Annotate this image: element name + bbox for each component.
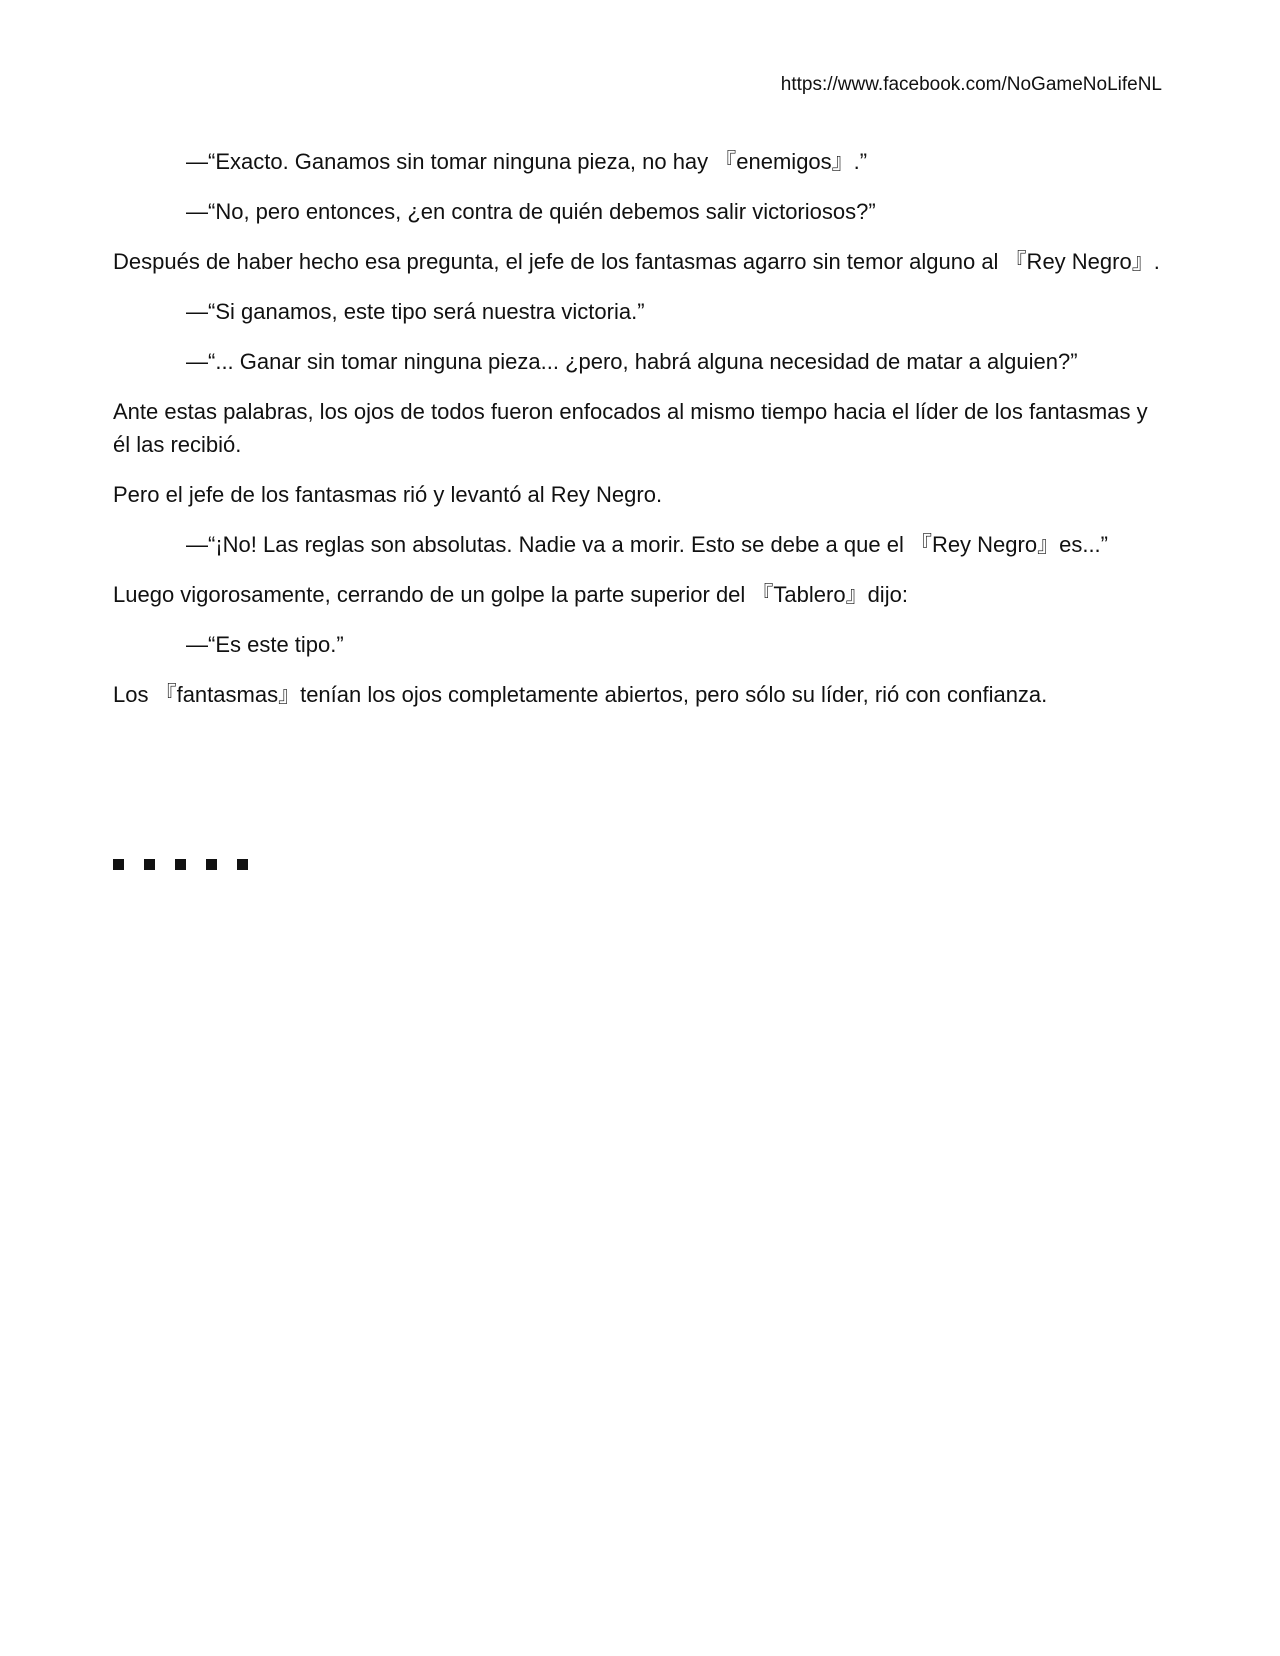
black-square-icon xyxy=(144,859,155,870)
paragraph-narration: Después de haber hecho esa pregunta, el jefe de los fantasmas agarro sin temor alguno al 『Rey Negro』. xyxy=(113,249,1160,274)
paragraph-dialogue: —“No, pero entonces, ¿en contra de quién debemos salir victoriosos?” xyxy=(186,199,876,224)
paragraph-narration: Pero el jefe de los fantasmas rió y levantó al Rey Negro. xyxy=(113,482,663,507)
black-square-icon xyxy=(237,859,248,870)
black-square-icon xyxy=(206,859,217,870)
paragraph-dialogue: —“Es este tipo.” xyxy=(186,632,344,657)
paragraph-dialogue: —“¡No! Las reglas son absolutas. Nadie va a morir. Esto se debe a que el 『Rey Negro』es...” xyxy=(186,532,1108,557)
document-body xyxy=(113,145,1163,728)
scene-separator xyxy=(113,859,248,870)
paragraph-dialogue: —“Exacto. Ganamos sin tomar ninguna pieza, no hay 『enemigos』.” xyxy=(186,149,868,174)
header-url: https://www.facebook.com/NoGameNoLifeNL xyxy=(780,74,1162,95)
paragraph-dialogue: —“Si ganamos, este tipo será nuestra victoria.” xyxy=(186,299,645,324)
paragraph-narration: Luego vigorosamente, cerrando de un golpe la parte superior del 『Tablero』dijo: xyxy=(113,582,908,607)
paragraph-narration: Ante estas palabras, los ojos de todos fueron enfocados al mismo tiempo hacia el líder de los fantasmas y él las recibió. xyxy=(113,399,1148,457)
black-square-icon xyxy=(113,859,124,870)
paragraph-narration: Los 『fantasmas』tenían los ojos completamente abiertos, pero sólo su líder, rió con confianza. xyxy=(113,682,1048,707)
paragraph-dialogue: —“... Ganar sin tomar ninguna pieza... ¿pero, habrá alguna necesidad de matar a alguien?” xyxy=(186,349,1078,374)
black-square-icon xyxy=(175,859,186,870)
